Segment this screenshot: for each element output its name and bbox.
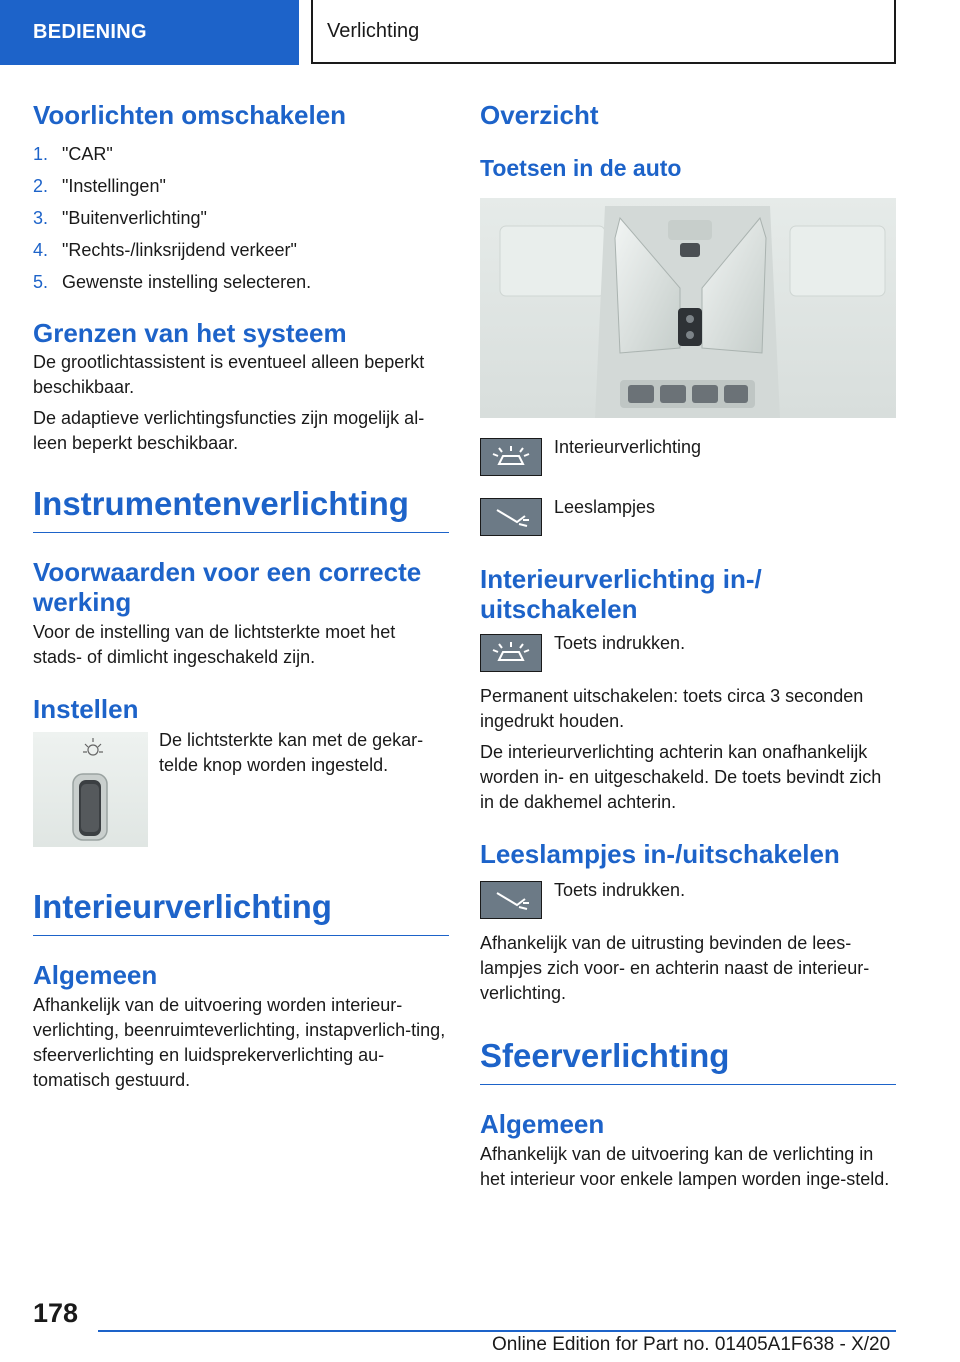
overview-heading: Overzicht bbox=[480, 100, 599, 130]
dimmer-knob-icon bbox=[33, 732, 148, 847]
reading-key-label: Leeslampjes bbox=[554, 497, 656, 517]
switch-headlights-heading: Voorlichten omschakelen bbox=[33, 100, 347, 130]
interior-press-row bbox=[480, 634, 896, 672]
right-column bbox=[480, 100, 896, 1192]
buttons-heading: Toetsen in de auto bbox=[480, 155, 682, 181]
reading-key-row bbox=[480, 498, 896, 536]
limits-paragraph-1: De grootlichtassistent is eventueel alleen beperkt beschikbaar. bbox=[33, 352, 425, 397]
reading-onoff-heading: Leeslampjes in-/uitschakelen bbox=[480, 839, 840, 869]
list-item: 1. "CAR" bbox=[33, 144, 113, 164]
reading-light-icon bbox=[480, 881, 542, 919]
edition-text: Online Edition for Part no. 01405A1F638 - X/20 bbox=[492, 1334, 891, 1355]
overhead-console-image bbox=[480, 198, 896, 418]
settings-paragraph: De lichtsterkte kan met de gekar-telde knop worden ingesteld. bbox=[159, 730, 424, 775]
reading-light-icon bbox=[480, 498, 542, 536]
interior-lighting-heading: Interieurverlichting bbox=[33, 887, 449, 936]
interior-key-label: Interieurverlichting bbox=[554, 437, 702, 457]
ambient-general-heading: Algemeen bbox=[480, 1109, 605, 1139]
chapter-header bbox=[311, 0, 896, 64]
reading-press-label: Toets indrukken. bbox=[554, 880, 686, 900]
chapter-title: Verlichting bbox=[327, 19, 420, 42]
limits-paragraph-2: De adaptieve verlichtingsfuncties zijn mogelijk al-leen beperkt beschikbaar. bbox=[33, 408, 425, 453]
interior-paragraph-2: De interieurverlichting achterin kan onafhankelijk worden in- en uitgeschakeld. De toets bevindt zich in de dakhemel achterin. bbox=[480, 742, 882, 812]
list-item: 5. Gewenste instelling selecteren. bbox=[33, 272, 312, 292]
reading-press-row bbox=[480, 881, 896, 919]
section-tab bbox=[0, 0, 299, 65]
page-number: 178 bbox=[33, 1298, 79, 1328]
footer-divider bbox=[98, 1330, 896, 1332]
general-paragraph: Afhankelijk van de uitvoering worden interieur-verlichting, beenruimteverlichting, instapverlich-ting, sfeerverlichting en luidsprekerverlichting au-tomatisch gestuurd. bbox=[33, 995, 446, 1090]
steps-list bbox=[33, 138, 449, 298]
prerequisites-heading: Voorwaarden voor een correcte werking bbox=[33, 557, 422, 617]
list-item: 2. "Instellingen" bbox=[33, 176, 166, 196]
interior-light-icon bbox=[480, 438, 542, 476]
ambient-lighting-heading: Sfeerverlichting bbox=[480, 1036, 896, 1085]
dimmer-row bbox=[33, 732, 449, 847]
ambient-paragraph: Afhankelijk van de uitvoering kan de verlichting in het interieur voor enkele lampen worden inge-steld. bbox=[480, 1144, 890, 1189]
reading-paragraph: Afhankelijk van de uitrusting bevinden de lees-lampjes zich voor- en achterin naast de interieur-verlichting. bbox=[480, 933, 870, 1003]
list-item: 4. "Rechts-/linksrijdend verkeer" bbox=[33, 240, 297, 260]
instrument-lighting-heading: Instrumentenverlichting bbox=[33, 484, 449, 533]
general-heading: Algemeen bbox=[33, 960, 158, 990]
interior-light-icon bbox=[480, 634, 542, 672]
left-column bbox=[33, 100, 449, 1093]
interior-onoff-heading: Interieurverlichting in-/ uitschakelen bbox=[480, 564, 762, 624]
settings-heading: Instellen bbox=[33, 694, 139, 724]
prerequisites-paragraph: Voor de instelling van de lichtsterkte moet het stads- of dimlicht ingeschakeld zijn. bbox=[33, 622, 396, 667]
interior-paragraph-1: Permanent uitschakelen: toets circa 3 seconden ingedrukt houden. bbox=[480, 686, 864, 731]
system-limits-heading: Grenzen van het systeem bbox=[33, 318, 347, 348]
section-title: BEDIENING bbox=[33, 21, 147, 43]
interior-key-row bbox=[480, 438, 896, 476]
list-item: 3. "Buitenverlichting" bbox=[33, 208, 207, 228]
interior-press-label: Toets indrukken. bbox=[554, 633, 686, 653]
